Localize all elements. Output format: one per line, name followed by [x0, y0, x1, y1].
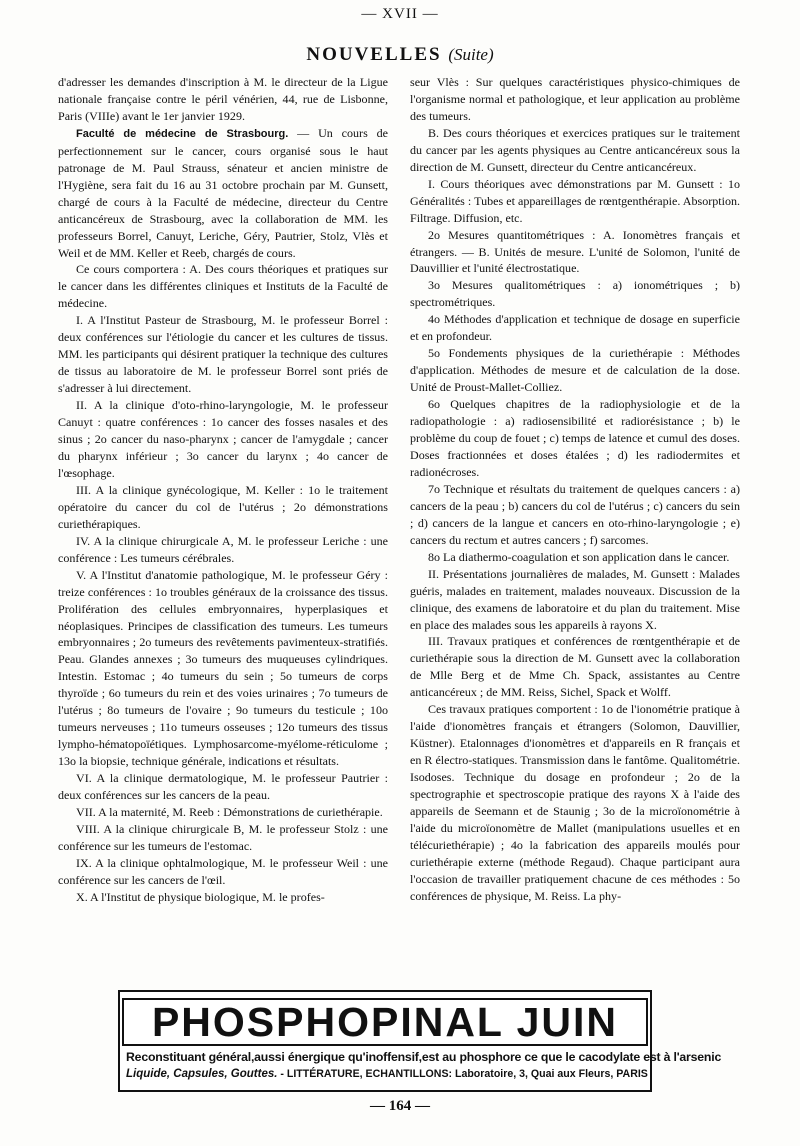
paragraph: III. Travaux pratiques et conférences de rœntgenthérapie et de curiethérapie sous la direction de M. Gunsett avec la collaboration de Mlle Berg et de Mme Ch. Spack, assistantes au Centre anticancéreux ; de MM. Reiss, Sichel, Spack et Wolff.	[410, 634, 740, 700]
page-number: — 164 —	[370, 1098, 430, 1114]
paragraph-faculty	[58, 125, 388, 262]
paragraph: IV. A la clinique chirurgicale A, M. le professeur Leriche : une conférence : Les tumeurs cérébrales.	[58, 533, 388, 565]
paragraph: Ce cours comportera : A. Des cours théoriques et pratiques sur le cancer dans les différentes cliniques et Instituts de la Faculté de médecine.	[58, 262, 388, 311]
paragraph: VII. A la maternité, M. Reeb : Démonstrations de curiethérapie.	[76, 804, 383, 819]
advertisement-brand: PHOSPHOPINAL JUIN	[122, 998, 648, 1046]
paragraph: 2o Mesures quantitométriques : A. Ionomètres français et étrangers. — B. Unités de mesure. L'unité de Solomon, l'unité de Dauvillier et l'unité électrostatique.	[410, 227, 740, 276]
paragraph: III. A la clinique gynécologique, M. Keller : 1o le traitement opératoire du cancer du col de l'utérus ; 2o démonstrations curiethérapiques.	[58, 482, 388, 531]
right-column	[410, 74, 740, 905]
paragraph: 7o Technique et résultats du traitement de quelques cancers : a) cancers de la peau ; b) cancers du col de l'utérus ; c) cancers du sein ; d) cancers de la langue et cancers en oto-rhino-laryngologie ; e) cancers du rectum et autres cancers ; f) sarcomes.	[410, 481, 740, 547]
section-title-suffix: (Suite)	[448, 45, 494, 64]
section-title	[0, 44, 800, 66]
left-column	[58, 74, 388, 906]
paragraph: IX. A la clinique ophtalmologique, M. le professeur Weil : une conférence sur les cancers de l'œil.	[58, 855, 388, 887]
faculty-text: — Un cours de perfectionnement sur le cancer, cours organisé sous le haut patronage de M. Paul Strauss, sénateur et ancien ministre de l'Hygiène, sera fait du 16 au 31 octobre prochain par M. Gunsett, chargé de cours à la Faculté de médecine, directeur du Centre anticancéreux de Strasbourg, avec la collaboration de MM. les professeurs Borrel, Canuyt, Leriche, Géry, Pautrier, Stolz, Vlès et Weil et de MM. Keller et Reeb, chargés de cours.	[58, 125, 388, 260]
advertisement-slogan: Liquide, Capsules, Gouttes.	[126, 1068, 278, 1080]
paragraph: VIII. A la clinique chirurgicale B, M. le professeur Stolz : une conférence sur les tumeurs de l'estomac.	[58, 821, 388, 853]
paragraph: Ces travaux pratiques comportent : 1o de l'ionométrie pratique à l'aide d'ionomètres français et étrangers (Solomon, Dauvillier, Küstner). Etalonnages d'ionomètres et d'appareils en R français et en R électro-statiques. Transmission dans le fantôme. Qualitométrie. Isodoses. Technique du dosage en profondeur ; 2o de la spectrographie et spectroscopie pratique des rayons X à l'aide des appareils de Seemann et de Staunig ; 3o de la microïonométrie à l'aide du microïonomètre de Mallet (manipulations usuelles et en télécuriethérapie) ; 4o la fabrication des appareils moulés pour curiethérapie externe (méthode Regaud). Chaque participant aura l'occasion de travailler pratiquement chacune de ces méthodes : 5o conférences de physique, M. Reiss. La phy-	[410, 702, 740, 903]
paragraph: I. Cours théoriques avec démonstrations par M. Gunsett : 1o Généralités : Tubes et appareillages de rœntgenthérapie. Absorption. Filtrage. Diffusion, etc.	[410, 176, 740, 225]
page-header-roman: — XVII —	[361, 6, 439, 22]
paragraph: I. A l'Institut Pasteur de Strasbourg, M. le professeur Borrel : deux conférences sur l'étiologie du cancer et les cultures de tissus. MM. les participants qui désirent pratiquer la technique des cultures de tissus au laboratoire de M. le professeur Borrel sont priés de s'adresser à lui directement.	[58, 313, 388, 396]
section-title-main: NOUVELLES	[306, 44, 442, 65]
paragraph: VI. A la clinique dermatologique, M. le professeur Pautrier : deux conférences sur les cancers de la peau.	[58, 771, 388, 803]
advertisement-tagline: Reconstituant général,aussi énergique qu'inoffensif,est au phosphore ce que le cacodylate est à l'arsenic	[126, 1050, 722, 1064]
advertisement-details	[126, 1068, 648, 1080]
paragraph: 5o Fondements physiques de la curiethérapie : Méthodes d'application. Méthodes de mesure et de calculation de la dose. Unité de Proust-Mallet-Colliez.	[410, 346, 740, 395]
paragraph: II. A la clinique d'oto-rhino-laryngologie, M. le professeur Canuyt : quatre conférences : 1o cancer des fosses nasales et des sinus ; 2o cancer du naso-pharynx ; cancer de l'amygdale ; cancer du pharynx inférieur ; 3o cancer du larynx ; 4o cancer de l'œsophage.	[58, 398, 388, 480]
paragraph: II. Présentations journalières de malades, M. Gunsett : Malades guéris, malades en traitement, malades nouveaux. Discussion de la clinique, des examens de laboratoire et du plan du traitement. Mise en place des malades sous les appareils à rayons X.	[410, 566, 740, 632]
paragraph: d'adresser les demandes d'inscription à M. le directeur de la Ligue nationale française contre le péril vénérien, 44, rue de Lisbonne, Paris (VIIIe) avant le 1er janvier 1929.	[58, 75, 388, 123]
paragraph: 6o Quelques chapitres de la radiophysiologie et de la radiopathologie : a) radiosensibilité et radiorésistance ; b) le problème du coup de fouet ; c) temps de latence et cumul des doses. Doses fractionnées et doses étalées ; d) les radiodermites et radionécroses.	[410, 397, 740, 479]
advertisement-address: - LITTÉRATURE, ECHANTILLONS: Laboratoire, 3, Quai aux Fleurs, PARIS	[280, 1068, 648, 1080]
paragraph: 4o Méthodes d'application et technique de dosage en superficie et en profondeur.	[410, 312, 740, 344]
paragraph: 8o La diathermo-coagulation et son application dans le cancer.	[428, 549, 730, 564]
paragraph: seur Vlès : Sur quelques caractéristiques physico-chimiques de l'organisme normal et pathologique, et leur application au problème des tumeurs.	[410, 75, 740, 123]
paragraph: B. Des cours théoriques et exercices pratiques sur le traitement du cancer par les agents physiques au Centre anticancéreux sous la direction de M. Gunsett, directeur du Centre anticancéreux.	[410, 125, 740, 174]
paragraph: V. A l'Institut d'anatomie pathologique, M. le professeur Géry : treize conférences : 1o troubles généraux de la croissance des tissus. Prolifération des cellules embryonnaires, hyperplasiques et néoplasiques. Principes de classification des tumeurs. Les tumeurs embryonnaires ; 2o tumeurs des revêtements pavimenteux-stratifiés. Peau. Glandes annexes ; 3o tumeurs des muqueuses cylindriques. Intestin. Estomac ; 4o tumeurs du sein ; 5o tumeurs de corps thyroïde ; 6o tumeurs du rein et des voies urinaires ; 7o tumeurs de l'utérus ; 8o tumeurs de l'ovaire ; 9o tumeurs du testicule ; 10o tumeurs nerveuses ; 11o tumeurs osseuses ; 12o tumeurs des tissus lympho-hématopoïétiques. Lymphosarcome-myélome-réticulome ; 13o la biopsie, technique générale, indications et résultats.	[58, 567, 388, 769]
advertisement-box	[118, 990, 722, 1092]
paragraph: 3o Mesures qualitométriques : a) ionométriques ; b) spectrométriques.	[410, 278, 740, 310]
faculty-heading: Faculté de médecine de Strasbourg.	[76, 127, 289, 140]
paragraph: X. A l'Institut de physique biologique, M. le profes-	[76, 889, 325, 904]
